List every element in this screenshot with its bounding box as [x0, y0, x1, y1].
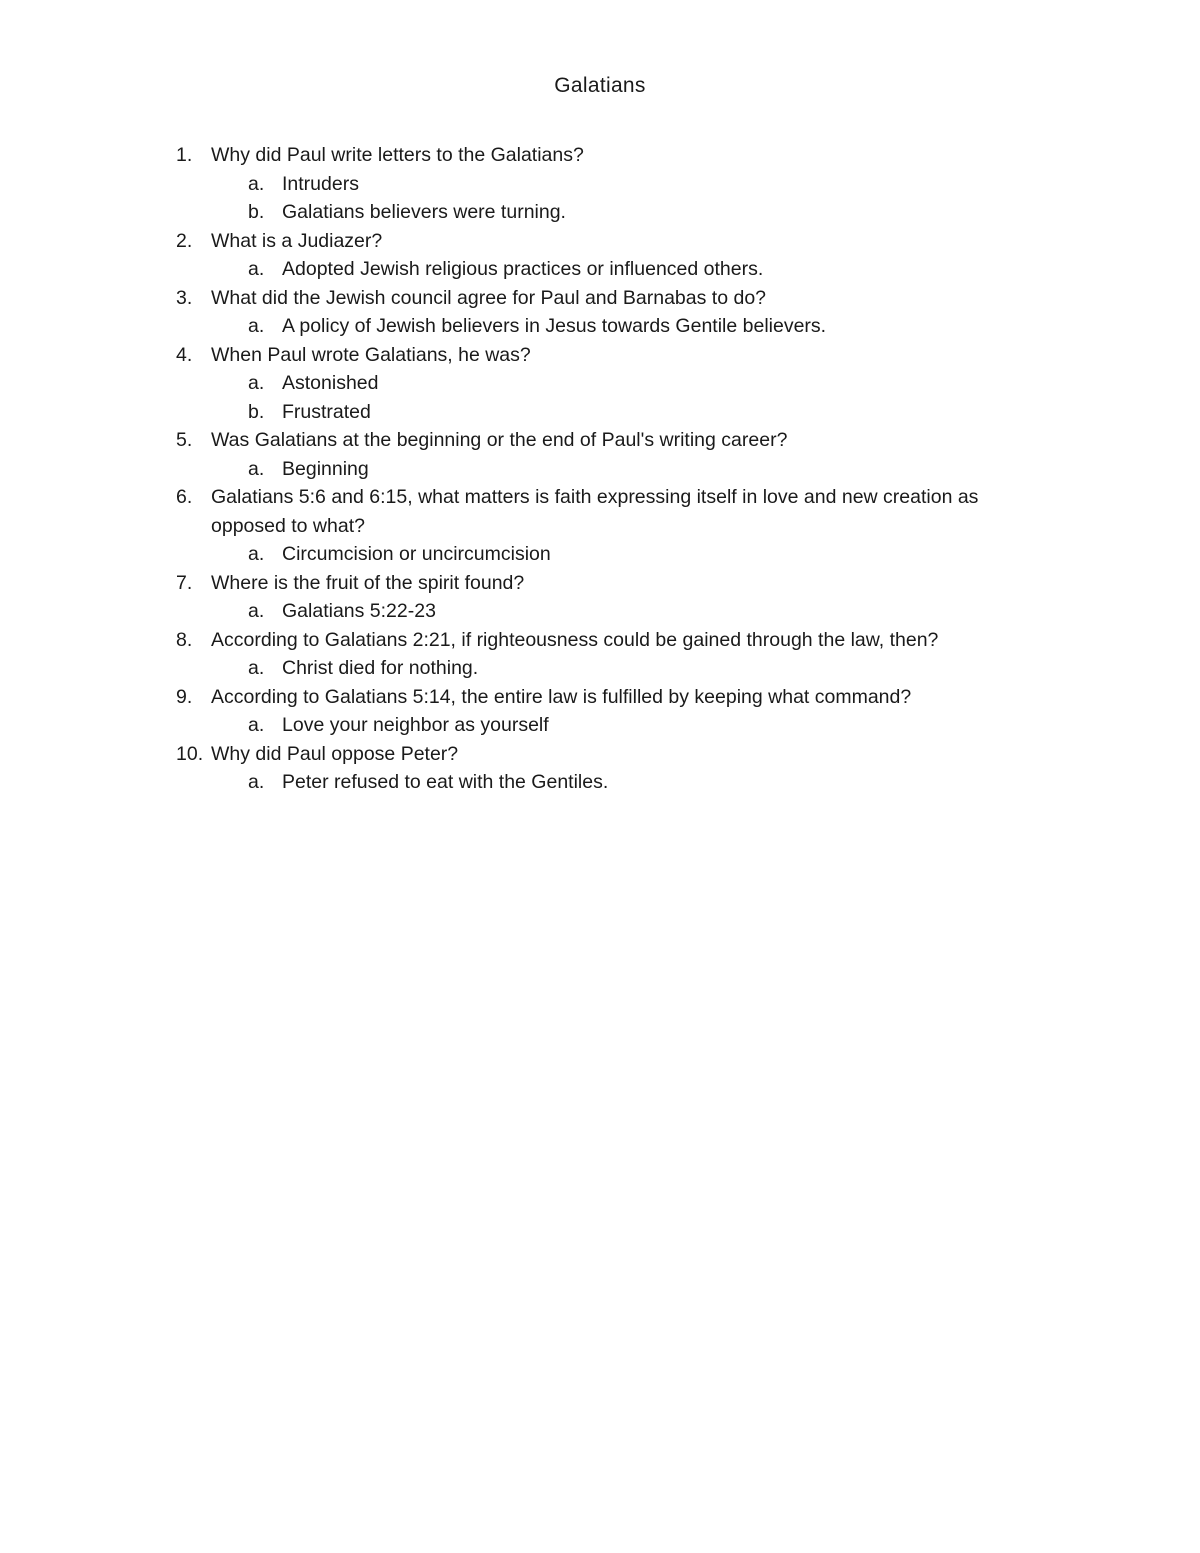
question-item [0, 141, 1200, 227]
question-item [0, 569, 1200, 626]
question-item [0, 426, 1200, 483]
answer-text: Intruders [282, 172, 359, 195]
answer-row [0, 711, 1200, 740]
question-text: Was Galatians at the beginning or the end of Paul's writing career? [211, 429, 788, 451]
question-row [0, 569, 1200, 598]
answer-letter: a. [248, 657, 265, 679]
answer-letter: a. [248, 172, 265, 195]
answer-text: Astonished [282, 372, 379, 394]
question-item [0, 683, 1200, 740]
question-text: Why did Paul write letters to the Galatians? [211, 144, 584, 166]
answer-row [0, 198, 1200, 227]
question-row [0, 626, 1200, 655]
document-title: Galatians [554, 74, 646, 97]
answer-letter: a. [248, 457, 265, 480]
answer-text: Circumcision or uncircumcision [282, 543, 551, 565]
answer-text: Peter refused to eat with the Gentiles. [282, 771, 609, 793]
answer-letter: b. [248, 201, 265, 223]
answer-text: Christ died for nothing. [282, 657, 479, 679]
question-text: Where is the fruit of the spirit found? [211, 571, 525, 594]
answer-row [0, 369, 1200, 398]
question-item [0, 626, 1200, 683]
question-number: 6. [176, 486, 193, 508]
question-number: 5. [176, 429, 193, 451]
answer-row [0, 597, 1200, 626]
question-row [0, 284, 1200, 313]
question-item [0, 740, 1200, 797]
answer-text: Adopted Jewish religious practices or influenced others. [282, 258, 764, 280]
question-row [0, 341, 1200, 370]
answer-text: A policy of Jewish believers in Jesus towards Gentile believers. [282, 315, 827, 337]
answer-text: Galatians believers were turning. [282, 201, 566, 223]
question-item [0, 284, 1200, 341]
answer-row [0, 455, 1200, 484]
question-row [0, 227, 1200, 256]
question-text: According to Galatians 5:14, the entire law is fulfilled by keeping what command? [211, 685, 912, 708]
answer-row [0, 398, 1200, 427]
question-text: According to Galatians 2:21, if righteousness could be gained through the law, then? [211, 628, 939, 651]
answer-letter: a. [248, 771, 265, 793]
answer-row [0, 255, 1200, 284]
question-row [0, 683, 1200, 712]
question-item [0, 483, 1200, 569]
answer-row [0, 768, 1200, 797]
question-text: When Paul wrote Galatians, he was? [211, 343, 531, 366]
answer-letter: b. [248, 400, 265, 423]
question-row [0, 483, 1200, 540]
question-number: 2. [176, 229, 193, 252]
answer-letter: a. [248, 372, 265, 394]
question-row [0, 426, 1200, 455]
question-text: What is a Judiazer? [211, 229, 383, 252]
question-number: 8. [176, 628, 193, 651]
answer-letter: a. [248, 543, 265, 565]
answer-letter: a. [248, 315, 265, 337]
answer-letter: a. [248, 714, 265, 736]
question-list [0, 141, 1200, 797]
question-number: 7. [176, 571, 193, 594]
answer-letter: a. [248, 258, 265, 280]
question-item [0, 341, 1200, 427]
question-row [0, 141, 1200, 170]
question-item [0, 227, 1200, 284]
answer-text: Galatians 5:22-23 [282, 600, 436, 622]
answer-row [0, 540, 1200, 569]
question-number: 1. [176, 144, 193, 166]
question-text: Galatians 5:6 and 6:15, what matters is faith expressing itself in love and new creation as opposed to what? [211, 486, 979, 537]
question-row [0, 740, 1200, 769]
answer-text: Love your neighbor as yourself [282, 714, 549, 736]
question-number: 9. [176, 685, 193, 708]
question-text: What did the Jewish council agree for Paul and Barnabas to do? [211, 286, 767, 309]
answer-text: Frustrated [282, 400, 371, 423]
question-number: 4. [176, 343, 193, 366]
answer-letter: a. [248, 600, 265, 622]
question-number: 10. [176, 742, 204, 765]
answer-row [0, 312, 1200, 341]
answer-row [0, 170, 1200, 199]
answer-text: Beginning [282, 457, 369, 480]
question-number: 3. [176, 286, 193, 309]
answer-row [0, 654, 1200, 683]
question-text: Why did Paul oppose Peter? [211, 742, 459, 765]
